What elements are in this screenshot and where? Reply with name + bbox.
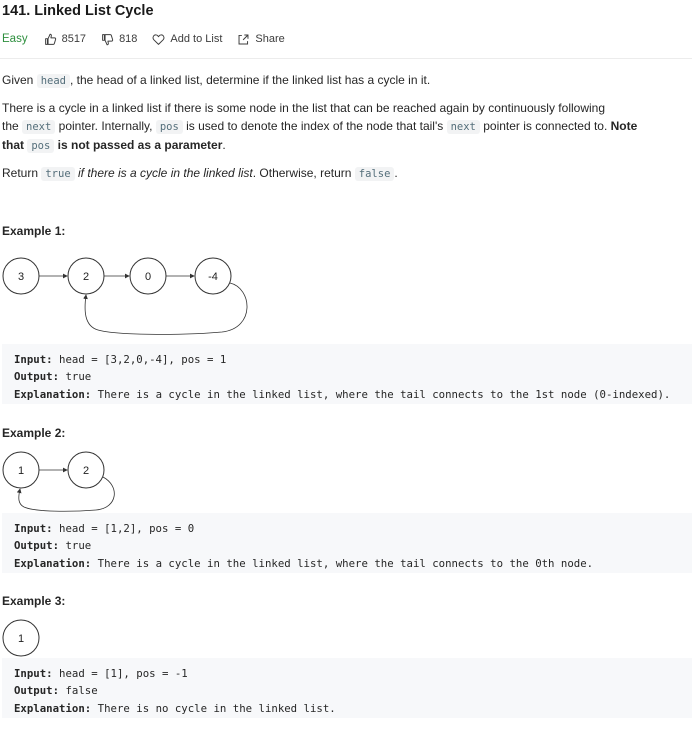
text: , the head of a linked list, determine if the linked list has a cycle in it. bbox=[69, 73, 431, 87]
inline-code: false bbox=[355, 167, 395, 181]
output-label: Output: bbox=[14, 370, 60, 384]
dislike-count: 818 bbox=[119, 33, 138, 45]
example-1-title: Example 1: bbox=[2, 224, 66, 238]
inline-code: true bbox=[41, 167, 74, 181]
node-label: 2 bbox=[82, 271, 90, 283]
explanation-label: Explanation: bbox=[14, 387, 92, 401]
input-label: Input: bbox=[14, 353, 53, 366]
share-label: Share bbox=[255, 33, 285, 45]
share-button[interactable] bbox=[237, 33, 284, 46]
bold-text: that bbox=[2, 138, 28, 152]
input-value: head = [1,2], pos = 0 bbox=[52, 522, 195, 535]
text: is used to denote the index of the node that tail's bbox=[182, 119, 447, 133]
input-label: Input: bbox=[14, 522, 53, 535]
input-label: Input: bbox=[14, 667, 53, 680]
node-label: 1 bbox=[17, 465, 25, 477]
node-label: -4 bbox=[208, 271, 218, 283]
node-label: 3 bbox=[17, 271, 25, 283]
inline-code: pos bbox=[156, 120, 183, 134]
share-icon bbox=[237, 33, 250, 46]
node-label: 2 bbox=[82, 465, 90, 477]
node-label: 1 bbox=[17, 633, 25, 645]
text: . bbox=[222, 138, 226, 152]
inline-code: next bbox=[447, 120, 480, 134]
text: the bbox=[2, 119, 23, 133]
text: There is a cycle in a linked list if there is some node in the list that can be reached again by continuously following bbox=[2, 101, 605, 115]
bold-text: is not passed as a parameter bbox=[54, 138, 223, 152]
problem-meta-bar bbox=[2, 31, 300, 47]
output-value: true bbox=[59, 539, 92, 553]
output-label: Output: bbox=[14, 539, 60, 553]
explanation-label: Explanation: bbox=[14, 701, 92, 715]
example-3-diagram bbox=[0, 618, 50, 660]
text: . bbox=[394, 166, 398, 180]
example-3-title: Example 3: bbox=[2, 594, 66, 608]
text: pointer is connected to. bbox=[479, 119, 611, 133]
text: pointer. Internally, bbox=[55, 119, 156, 133]
output-value: false bbox=[59, 684, 98, 698]
add-to-list-button[interactable] bbox=[152, 33, 222, 46]
like-count: 8517 bbox=[61, 33, 87, 45]
input-value: head = [3,2,0,-4], pos = 1 bbox=[52, 353, 227, 366]
italic-text: if there is a cycle in the linked list bbox=[74, 166, 253, 180]
inline-code: next bbox=[22, 120, 55, 134]
difficulty-badge: Easy bbox=[2, 33, 28, 45]
input-value: head = [1], pos = -1 bbox=[52, 667, 188, 680]
example-1-code-block bbox=[2, 344, 692, 404]
bold-text: Note bbox=[610, 119, 638, 133]
heart-icon bbox=[152, 33, 165, 46]
explanation-value: There is no cycle in the linked list. bbox=[91, 701, 336, 715]
text: Given bbox=[2, 73, 37, 87]
problem-title: 141. Linked List Cycle bbox=[2, 3, 154, 19]
description-paragraph-3 bbox=[2, 164, 692, 183]
explanation-value: There is a cycle in the linked list, where the tail connects to the 1st node (0-indexed). bbox=[91, 387, 671, 401]
header-divider bbox=[0, 58, 692, 59]
explanation-label: Explanation: bbox=[14, 556, 92, 570]
thumbs-up-icon bbox=[44, 33, 57, 46]
inline-code: head bbox=[37, 74, 70, 88]
output-label: Output: bbox=[14, 684, 60, 698]
example-1-diagram bbox=[0, 250, 260, 340]
description-paragraph-2 bbox=[2, 99, 692, 155]
inline-code: pos bbox=[27, 139, 54, 153]
description-paragraph-1 bbox=[2, 71, 692, 90]
like-button[interactable] bbox=[44, 33, 86, 46]
example-3-code-block bbox=[2, 658, 692, 718]
example-2-diagram bbox=[0, 450, 130, 516]
explanation-value: There is a cycle in the linked list, where the tail connects to the 0th node. bbox=[91, 556, 594, 570]
dislike-button[interactable] bbox=[101, 33, 137, 46]
example-2-code-block bbox=[2, 513, 692, 573]
text: Return bbox=[2, 166, 42, 180]
output-value: true bbox=[59, 370, 92, 384]
text: . Otherwise, return bbox=[252, 166, 355, 180]
thumbs-down-icon bbox=[101, 33, 114, 46]
add-to-list-label: Add to List bbox=[170, 33, 223, 45]
example-2-title: Example 2: bbox=[2, 426, 66, 440]
node-label: 0 bbox=[144, 271, 152, 283]
